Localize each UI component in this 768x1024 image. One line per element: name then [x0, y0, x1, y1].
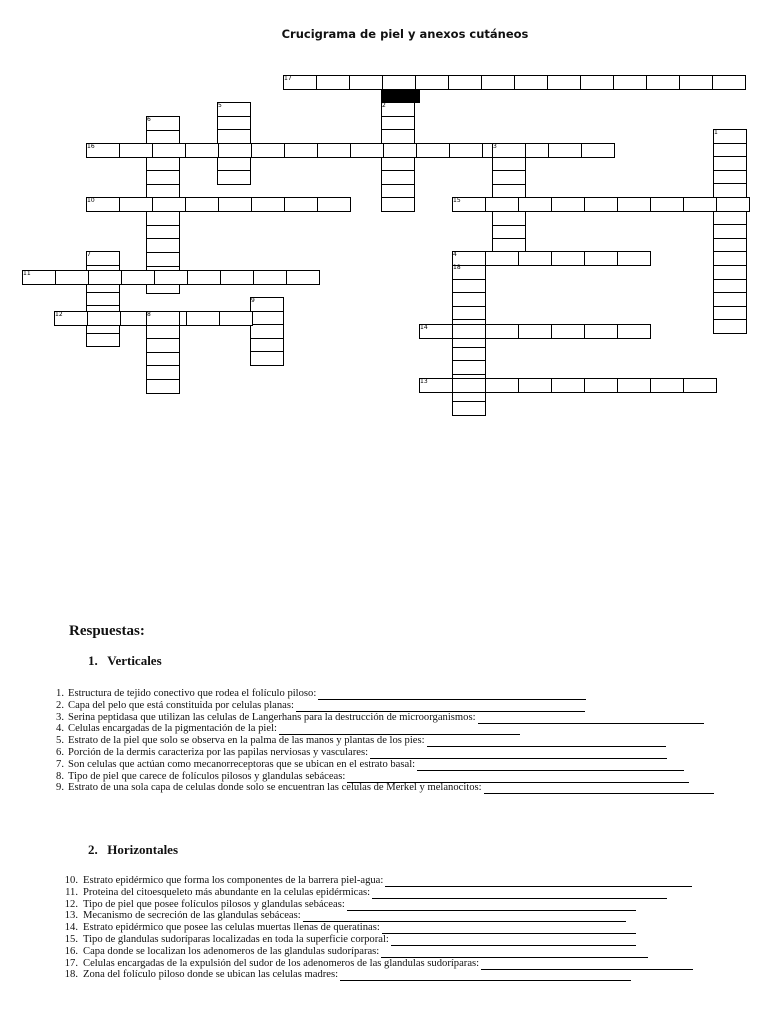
clue-number: 10. — [64, 875, 78, 886]
clue-item — [0, 735, 768, 747]
clue-text — [83, 969, 631, 981]
crossword-cell[interactable] — [217, 102, 251, 117]
crossword-clue-number: 3 — [493, 143, 497, 150]
crossword-cell[interactable] — [146, 311, 180, 326]
crossword-cell[interactable] — [317, 143, 351, 158]
section-title: Verticales — [107, 653, 162, 668]
clue-text — [68, 723, 520, 735]
clue-item — [0, 723, 768, 735]
crossword-cell[interactable] — [617, 197, 651, 212]
crossword-cell[interactable] — [219, 311, 253, 326]
clue-text — [68, 700, 585, 712]
crossword-cell[interactable] — [452, 279, 486, 294]
crossword-cell[interactable] — [452, 292, 486, 307]
crossword-cell[interactable] — [449, 143, 483, 158]
clue-item — [0, 899, 768, 911]
crossword-clue-number: 18 — [453, 264, 461, 271]
crossword-clue-number: 7 — [87, 251, 91, 258]
clue-item — [0, 969, 768, 981]
crossword-clue-number: 1 — [714, 129, 718, 136]
clue-item — [0, 887, 768, 899]
clue-text — [83, 958, 693, 970]
clue-text-content: Tipo de piel que posee folículos pilosos y glandulas sebáceas: — [83, 898, 345, 910]
crossword-cell[interactable] — [218, 197, 252, 212]
crossword-cell[interactable] — [713, 319, 747, 334]
clue-text-content: Tipo de glandulas sudoríparas localizadas en toda la superficie corporal: — [83, 933, 389, 945]
crossword-cell[interactable] — [146, 379, 180, 394]
crossword-cell[interactable] — [584, 378, 618, 393]
crossword-cell[interactable] — [492, 170, 526, 185]
clue-number: 17. — [64, 957, 78, 969]
clue-text — [68, 688, 586, 700]
crossword-cell[interactable] — [492, 143, 526, 158]
crossword-cell[interactable] — [492, 157, 526, 172]
crossword-cell[interactable] — [382, 75, 416, 90]
crossword-cell[interactable] — [713, 211, 747, 226]
crossword-cell[interactable] — [316, 75, 350, 90]
crossword-cell[interactable] — [551, 324, 585, 339]
crossword-cell[interactable] — [381, 129, 415, 144]
clue-number: 9. — [56, 782, 64, 794]
crossword-cell[interactable] — [146, 225, 180, 240]
answer-line[interactable] — [303, 912, 626, 922]
crossword-cell[interactable] — [250, 297, 284, 312]
clue-item — [0, 782, 768, 794]
clue-text-content: Estrato de una sola capa de celulas donde solo se encuentran las celulas de Merkel y melanocitos: — [68, 782, 482, 794]
crossword-cell[interactable] — [218, 143, 252, 158]
answer-line[interactable] — [279, 725, 520, 735]
clue-text — [68, 712, 704, 724]
crossword-cell[interactable] — [613, 75, 647, 90]
crossword-cell[interactable] — [86, 333, 120, 348]
crossword-cell[interactable] — [251, 197, 285, 212]
crossword-cell[interactable] — [713, 170, 747, 185]
crossword-cell[interactable] — [581, 143, 615, 158]
crossword-clue-number: 9 — [251, 297, 255, 304]
crossword-cell[interactable] — [492, 211, 526, 226]
crossword-clue-number: 17 — [284, 75, 292, 82]
crossword-cell[interactable] — [381, 156, 415, 171]
crossword-cell[interactable] — [485, 378, 519, 393]
crossword-clue-number: 10 — [87, 197, 95, 204]
answer-line[interactable] — [481, 960, 693, 970]
crossword-cell[interactable] — [713, 238, 747, 253]
answer-line[interactable] — [370, 749, 667, 759]
clue-text — [68, 771, 689, 783]
clue-text — [83, 899, 636, 911]
clue-text-content: Estructura de tejido conectivo que rodea el folículo piloso: — [68, 688, 317, 699]
clue-number: 11. — [65, 886, 78, 898]
crossword-cell[interactable] — [119, 197, 153, 212]
crossword-cell[interactable] — [650, 197, 684, 212]
crossword-cell[interactable] — [617, 324, 651, 339]
clue-number: 18. — [64, 969, 78, 981]
crossword-cell[interactable] — [146, 170, 180, 185]
clue-text — [83, 934, 636, 946]
crossword-cell[interactable] — [551, 251, 585, 266]
crossword-cell[interactable] — [448, 75, 482, 90]
crossword-clue-number: 15 — [453, 197, 461, 204]
crossword-black-cell — [381, 89, 420, 103]
crossword-cell[interactable] — [580, 75, 614, 90]
crossword-cell[interactable] — [146, 238, 180, 253]
clue-number: 14. — [64, 922, 78, 934]
clue-number: 1. — [56, 688, 64, 699]
crossword-cell[interactable] — [381, 184, 415, 199]
crossword-cell[interactable] — [584, 324, 618, 339]
clue-item — [0, 712, 768, 724]
crossword-cell[interactable] — [415, 75, 449, 90]
crossword-cell[interactable] — [286, 270, 320, 285]
crossword-cell[interactable] — [452, 378, 486, 393]
crossword-cell[interactable] — [86, 251, 120, 266]
answer-line[interactable] — [478, 714, 704, 724]
crossword-cell[interactable] — [452, 347, 486, 362]
answer-line[interactable] — [347, 773, 689, 783]
crossword-cell[interactable] — [146, 157, 180, 172]
crossword-cell[interactable] — [683, 378, 717, 393]
clue-text-content: Zona del folículo piloso donde se ubican las celulas madres: — [83, 969, 339, 981]
answer-line[interactable] — [484, 784, 714, 794]
crossword-grid — [0, 0, 768, 420]
crossword-cell[interactable] — [584, 251, 618, 266]
clue-text-content: Serina peptidasa que utilizan las celulas de Langerhans para la destrucción de microorganismos: — [68, 711, 476, 723]
crossword-clue-number: 16 — [87, 143, 95, 150]
clue-text — [83, 887, 667, 899]
clue-text-content: Porción de la dermis caracteriza por las papilas nerviosas y vasculares: — [68, 746, 369, 758]
clue-text-content: Mecanismo de secreción de las glandulas sebáceas: — [83, 910, 301, 922]
answer-line[interactable] — [391, 936, 636, 946]
clue-item — [0, 700, 768, 712]
answer-line[interactable] — [382, 924, 636, 934]
answer-line[interactable] — [381, 948, 648, 958]
clue-item — [0, 771, 768, 783]
crossword-cell[interactable] — [548, 143, 582, 158]
answer-line[interactable] — [427, 737, 666, 747]
clue-text — [68, 747, 667, 759]
clue-text-content: Proteina del citoesqueleto más abundante en la celulas epidérmicas: — [83, 886, 371, 898]
clue-item — [0, 747, 768, 759]
section-number: 1. — [88, 653, 98, 668]
clue-number: 6. — [56, 746, 64, 758]
clue-number: 8. — [56, 770, 64, 782]
clue-item — [0, 922, 768, 934]
clue-text — [68, 759, 684, 771]
crossword-cell[interactable] — [547, 75, 581, 90]
horizontal-clues-list — [0, 875, 768, 981]
crossword-cell[interactable] — [485, 197, 519, 212]
crossword-clue-number: 2 — [382, 102, 386, 109]
section-number: 2. — [88, 842, 98, 857]
crossword-cell[interactable] — [713, 279, 747, 294]
clue-number: 3. — [56, 711, 64, 723]
crossword-cell[interactable] — [253, 270, 287, 285]
clue-text-content: Celulas encargadas de la expulsión del sudor de los adenomeros de las glandulas sudoríparas: — [83, 957, 480, 969]
crossword-cell[interactable] — [250, 338, 284, 353]
crossword-cell[interactable] — [217, 116, 251, 131]
clue-text-content: Estrato epidérmico que posee las celulas muertas llenas de queratinas: — [83, 922, 380, 934]
crossword-cell[interactable] — [284, 143, 318, 158]
clue-number: 7. — [56, 758, 64, 770]
section-horizontales — [88, 842, 178, 858]
crossword-cell[interactable] — [152, 197, 186, 212]
clue-item — [0, 958, 768, 970]
clue-item — [0, 875, 768, 887]
clue-item — [0, 759, 768, 771]
crossword-cell[interactable] — [713, 143, 747, 158]
crossword-cell[interactable] — [152, 143, 186, 158]
crossword-cell[interactable] — [383, 143, 417, 158]
crossword-cell[interactable] — [250, 324, 284, 339]
crossword-clue-number: 12 — [55, 311, 63, 318]
crossword-clue-number: 13 — [420, 378, 428, 385]
section-verticales — [88, 653, 162, 669]
crossword-cell[interactable] — [713, 183, 747, 198]
clue-number: 5. — [56, 735, 64, 747]
crossword-cell[interactable] — [146, 352, 180, 367]
crossword-cell[interactable] — [713, 156, 747, 171]
crossword-cell[interactable] — [154, 270, 188, 285]
clue-number: 4. — [56, 723, 64, 735]
crossword-clue-number: 11 — [23, 270, 31, 277]
page-title: Crucigrama de piel y anexos cutáneos — [281, 27, 529, 41]
clue-text — [83, 922, 636, 934]
crossword-cell[interactable] — [146, 365, 180, 380]
crossword-cell[interactable] — [250, 351, 284, 366]
crossword-cell[interactable] — [452, 324, 486, 339]
crossword-cell[interactable] — [650, 378, 684, 393]
clue-text-content: Son celulas que actúan como mecanorreceptoras que se ubican en el estrato basal: — [68, 758, 416, 770]
crossword-cell[interactable] — [146, 338, 180, 353]
crossword-cell[interactable] — [713, 265, 747, 280]
clue-text — [83, 946, 648, 958]
crossword-cell[interactable] — [551, 197, 585, 212]
crossword-cell[interactable] — [617, 251, 651, 266]
clue-number: 16. — [64, 945, 78, 957]
clue-text — [83, 910, 626, 922]
crossword-clue-number: 6 — [147, 116, 151, 123]
crossword-cell[interactable] — [146, 211, 180, 226]
crossword-cell[interactable] — [119, 143, 153, 158]
crossword-cell[interactable] — [381, 102, 415, 117]
crossword-cell[interactable] — [679, 75, 713, 90]
answer-line[interactable] — [347, 901, 636, 911]
crossword-clue-number: 14 — [420, 324, 428, 331]
crossword-cell[interactable] — [514, 75, 548, 90]
crossword-cell[interactable] — [88, 270, 122, 285]
crossword-cell[interactable] — [713, 292, 747, 307]
crossword-cell[interactable] — [584, 197, 618, 212]
crossword-cell[interactable] — [381, 197, 415, 212]
crossword-cell[interactable] — [350, 143, 384, 158]
crossword-cell[interactable] — [217, 170, 251, 185]
crossword-cell[interactable] — [146, 116, 180, 131]
crossword-cell[interactable] — [492, 225, 526, 240]
clue-item — [0, 946, 768, 958]
crossword-cell[interactable] — [481, 75, 515, 90]
crossword-cell[interactable] — [381, 170, 415, 185]
clue-number: 13. — [64, 910, 78, 922]
crossword-cell[interactable] — [217, 129, 251, 144]
responses-heading: Respuestas: — [69, 623, 145, 639]
crossword-cell[interactable] — [716, 197, 750, 212]
clue-text-content: Tipo de piel que carece de folículos pilosos y glandulas sebáceas: — [68, 770, 346, 782]
crossword-cell[interactable] — [185, 197, 219, 212]
crossword-cell[interactable] — [646, 75, 680, 90]
crossword-clue-number: 8 — [147, 311, 151, 318]
crossword-cell[interactable] — [349, 75, 383, 90]
crossword-cell[interactable] — [551, 378, 585, 393]
crossword-cell[interactable] — [518, 251, 552, 266]
crossword-cell[interactable] — [185, 143, 219, 158]
vertical-clues-list — [0, 688, 768, 794]
crossword-cell[interactable] — [251, 143, 285, 158]
crossword-cell[interactable] — [146, 325, 180, 340]
crossword-cell[interactable] — [712, 75, 746, 90]
crossword-cell[interactable] — [452, 306, 486, 321]
section-title: Horizontales — [107, 842, 179, 857]
answer-line[interactable] — [372, 889, 667, 899]
crossword-cell[interactable] — [713, 251, 747, 266]
crossword-cell[interactable] — [86, 292, 120, 307]
answer-line[interactable] — [296, 702, 585, 712]
clue-text-content: Celulas encargadas de la pigmentación de la piel: — [68, 723, 277, 735]
crossword-cell[interactable] — [284, 197, 318, 212]
crossword-clue-number: 4 — [453, 251, 457, 258]
crossword-cell[interactable] — [187, 270, 221, 285]
clue-text-content: Capa del pelo que está constituida por celulas planas: — [68, 699, 294, 711]
clue-text — [68, 782, 714, 794]
answer-line[interactable] — [385, 877, 692, 887]
clue-number: 15. — [64, 933, 78, 945]
crossword-cell[interactable] — [55, 270, 89, 285]
crossword-cell[interactable] — [381, 116, 415, 131]
crossword-clue-number: 5 — [218, 102, 222, 109]
crossword-cell[interactable] — [250, 311, 284, 326]
crossword-cell[interactable] — [617, 378, 651, 393]
clue-text-content: Capa donde se localizan los adenomeros de las glandulas sudoríparas: — [83, 945, 380, 957]
crossword-cell[interactable] — [220, 270, 254, 285]
clue-item — [0, 910, 768, 922]
answer-line[interactable] — [417, 761, 684, 771]
clue-text — [68, 735, 666, 747]
crossword-cell[interactable] — [518, 324, 552, 339]
clue-text-content: Estrato epidérmico que forma los componentes de la barrera piel-agua: — [83, 875, 384, 886]
crossword-cell[interactable] — [713, 129, 747, 144]
crossword-cell[interactable] — [518, 197, 552, 212]
crossword-cell[interactable] — [416, 143, 450, 158]
crossword-cell[interactable] — [186, 311, 220, 326]
clue-text-content: Estrato de la piel que solo se observa en la palma de las manos y plantas de los pies: — [68, 735, 425, 747]
crossword-cell[interactable] — [317, 197, 351, 212]
crossword-cell[interactable] — [485, 251, 519, 266]
crossword-cell[interactable] — [683, 197, 717, 212]
clue-item — [0, 688, 768, 700]
crossword-cell[interactable] — [485, 324, 519, 339]
clue-number: 2. — [56, 699, 64, 711]
crossword-cell[interactable] — [217, 156, 251, 171]
crossword-cell[interactable] — [518, 378, 552, 393]
crossword-cell[interactable] — [87, 311, 121, 326]
clue-item — [0, 934, 768, 946]
answer-line[interactable] — [340, 971, 631, 981]
crossword-cell[interactable] — [146, 130, 180, 145]
crossword-cell[interactable] — [146, 252, 180, 267]
crossword-cell[interactable] — [121, 270, 155, 285]
crossword-cell[interactable] — [713, 224, 747, 239]
clue-text — [83, 875, 692, 887]
answer-line[interactable] — [318, 690, 586, 700]
clue-number: 12. — [64, 898, 78, 910]
crossword-cell[interactable] — [713, 306, 747, 321]
crossword-cell[interactable] — [452, 360, 486, 375]
crossword-cell[interactable] — [452, 401, 486, 416]
